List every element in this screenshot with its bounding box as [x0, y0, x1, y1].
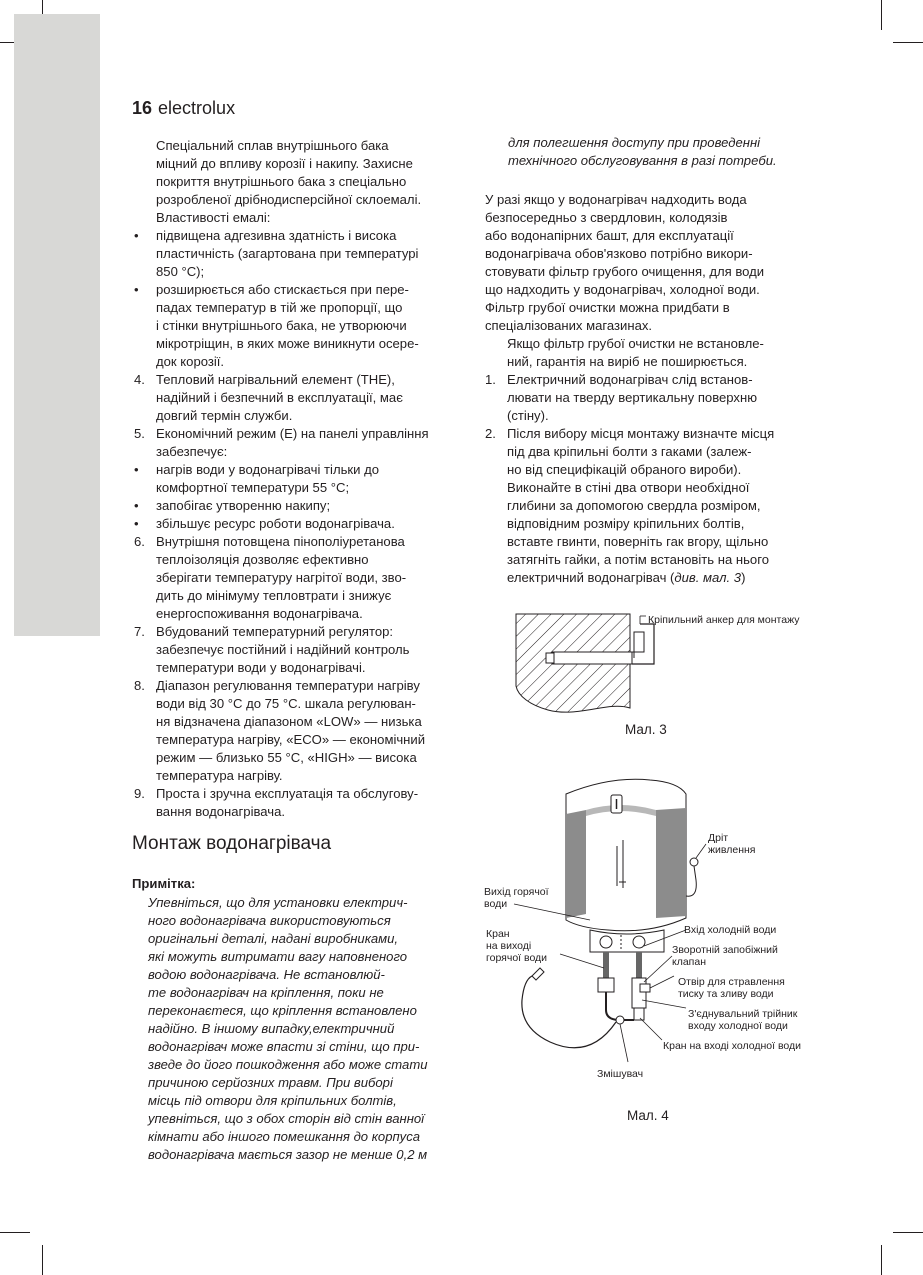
cold-valve-label: Кран на вході холодної води — [663, 1040, 802, 1052]
text-line: температури води у водонагрівачі. — [156, 660, 366, 675]
text-line: пластичність (загартована при температурі — [156, 246, 419, 261]
text-line: упевніться, що з обох сторін від стін ванної — [148, 1111, 425, 1126]
text-line: під два кріпильні болти з гаками (залеж- — [507, 444, 752, 459]
text-line: затягніть гайки, а потім встановіть на нього — [507, 552, 769, 567]
text-line: або водонапірних башт, для експлуатації — [485, 228, 734, 243]
crop-mark — [42, 1245, 43, 1275]
text-line: те водонагрівач на кріплення, поки не — [148, 985, 384, 1000]
anchor-hook — [632, 632, 644, 658]
list-marker: 7. — [134, 624, 145, 639]
list-marker: • — [134, 462, 139, 477]
plug-icon — [690, 858, 698, 866]
list-marker: 2. — [485, 426, 496, 441]
text-line: підвищена адгезивна здатність і висока — [156, 228, 397, 243]
text-line: для полегшення доступу при проведенні — [508, 135, 761, 150]
list-item — [134, 281, 464, 371]
text-line: стовувати фільтр грубого очищення, для води — [485, 264, 765, 279]
text-line: Після вибору місця монтажу визначте місця — [507, 426, 775, 441]
shower-head — [532, 968, 544, 980]
text-line: Внутрішня потовщена пінополіуретанова — [156, 534, 405, 549]
section-title: Монтаж водонагрівача — [132, 833, 332, 854]
note-title: Примітка: — [132, 876, 196, 891]
text-line: Економічний режим (Е) на панелі управління — [156, 426, 429, 441]
text-line: зберігати температуру нагрітої води, зво- — [156, 570, 407, 585]
note-text — [148, 894, 466, 1164]
mixer-label: Змішувач — [597, 1068, 644, 1080]
text-line: розробленої дрібнодисперсійної склоемалі. — [156, 192, 422, 207]
text-line: забезпечує: — [156, 444, 228, 459]
text-line: 850 °C); — [156, 264, 205, 279]
right-column — [485, 191, 815, 587]
cold-inlet-label: Вхід холодній води — [684, 924, 777, 936]
list-marker: 1. — [485, 372, 496, 387]
list-marker: • — [134, 498, 139, 513]
text-line: Властивості емалі: — [156, 210, 271, 225]
text-line: температура нагріву, «ECO» — економічний — [156, 732, 426, 747]
crop-mark — [893, 42, 923, 43]
list-item — [134, 425, 464, 461]
text-line: електричний водонагрівач (див. мал. 3) — [507, 570, 746, 585]
tank-shading — [566, 810, 586, 918]
text-line: водонагрівача мається зазор не менше 0,2 м — [148, 1147, 428, 1162]
list-marker: • — [134, 228, 139, 243]
list-item — [485, 371, 815, 425]
text-line: Електричний водонагрівач слід встанов- — [507, 372, 753, 387]
text-line: що надходить у водонагрівач, холодної води. — [485, 282, 760, 297]
text-line: Вбудований температурний регулятор: — [156, 624, 394, 639]
crop-mark — [893, 1232, 923, 1233]
text-line: причиною серйозних травм. При виборі — [148, 1075, 393, 1090]
text-line: температура нагріву. — [156, 768, 283, 783]
drain-label: Отвір для стравлення тиску та зливу води — [678, 976, 785, 1000]
text-line: дить до мінімуму тепловтрати і знижує — [156, 588, 392, 603]
intro-paragraph — [134, 137, 464, 227]
text-line: глибини за допомогою свердла розміром, — [507, 498, 761, 513]
power-wire — [686, 866, 696, 896]
list-item — [134, 677, 464, 785]
text-line: Виконайте в стіні два отвори необхідної — [507, 480, 750, 495]
text-line: (стіну). — [507, 408, 549, 423]
check-valve-label: Зворотній запобіжний клапан — [672, 944, 778, 968]
crop-mark — [881, 1245, 882, 1275]
text-line: розширюється або стискається при пере- — [156, 282, 409, 297]
text-line: водонагрівача обов'язково потрібно викори- — [485, 246, 753, 261]
anchor-label: Кріпильний анкер для монтажу — [648, 614, 800, 626]
text-line: Якщо фільтр грубої очистки не встановле- — [507, 336, 764, 351]
text-line: покриття внутрішнього бака з спеціально — [156, 174, 407, 189]
mixer — [616, 1016, 624, 1024]
list-item — [134, 533, 464, 623]
text-line: водонагрівач може впасти зі стіни, що при- — [148, 1039, 420, 1054]
list-marker: 9. — [134, 786, 145, 801]
figure-reference: див. мал. 3 — [674, 570, 742, 585]
text-line: довгий термін служби. — [156, 408, 293, 423]
tee-label: З'єднувальний трійник входу холодної води — [688, 1008, 798, 1032]
text-line: оригінальні деталі, надані виробниками, — [148, 931, 399, 946]
text-line: вставте гвинти, поверніть гак вгору, щільно — [507, 534, 769, 549]
crop-mark — [881, 0, 882, 30]
continued-note — [508, 134, 808, 170]
list-item — [134, 785, 464, 821]
figure-3-caption: Мал. 3 — [625, 722, 667, 737]
list-marker: 4. — [134, 372, 145, 387]
text-line: ний, гарантія на виріб не поширюється. — [507, 354, 748, 369]
list-item — [134, 461, 464, 497]
cold-valve — [634, 1008, 644, 1020]
text-line: падах температур в тій же пропорції, що — [156, 300, 403, 315]
power-wire-label: Дріт живлення — [708, 832, 756, 856]
brand-name: electrolux — [158, 98, 236, 118]
text-line: ня відзначена діапазоном «LOW» — низька — [156, 714, 422, 729]
list-item — [134, 371, 464, 425]
text-line: Проста і зручна експлуатація та обслугову- — [156, 786, 419, 801]
text-line: док корозії. — [156, 354, 225, 369]
list-marker: 5. — [134, 426, 145, 441]
text-line: Спеціальний сплав внутрішнього бака — [156, 138, 389, 153]
text-line: У разі якщо у водонагрівач надходить вода — [485, 192, 747, 207]
list-item — [134, 227, 464, 281]
text-line: води від 30 °C до 75 °C. шкала регулюван- — [156, 696, 416, 711]
inlet-port — [633, 936, 645, 948]
cold-pipe — [636, 952, 642, 978]
left-column — [134, 137, 464, 821]
text-line: запобігає утворенню накипу; — [156, 498, 331, 513]
text-line: відповідним розміру кріпильних болтів, — [507, 516, 745, 531]
text-line: місць під отвори для кріпильних болтів, — [148, 1093, 397, 1108]
text-line: теплоізоляція дозволяє ефективно — [156, 552, 369, 567]
anchor-nut — [546, 653, 554, 663]
hot-outlet-label: Вихід горячої води — [484, 886, 549, 910]
hot-valve-label: Кран на виході горячої води — [486, 928, 548, 964]
anchor-bolt — [552, 652, 632, 664]
text-line: безпосередньо з свердловин, колодязів — [485, 210, 728, 225]
check-valve — [632, 978, 646, 1008]
text-line: збільшує ресурс роботи водонагрівача. — [156, 516, 395, 531]
list-marker: • — [134, 282, 139, 297]
crop-mark — [0, 1232, 30, 1233]
list-marker: • — [134, 516, 139, 531]
anchor-hook — [632, 624, 654, 664]
text-line: енергоспоживання водонагрівача. — [156, 606, 363, 621]
list-item — [134, 515, 464, 533]
text-line: Діапазон регулювання температури нагріву — [156, 678, 420, 693]
text-line: комфортної температури 55 °C; — [156, 480, 350, 495]
text-line: кімнати або іншого помешкання до корпуса — [148, 1129, 421, 1144]
list-item — [134, 623, 464, 677]
text-line: ного водонагрівача використовуються — [148, 913, 391, 928]
text-line: нагрів води у водонагрівачі тільки до — [156, 462, 380, 477]
page-number: 16 — [132, 98, 153, 118]
text-line: технічного обслуговування в разі потреби. — [508, 153, 777, 168]
text-line: надійно. В іншому випадку,електричний — [148, 1021, 395, 1036]
page-header — [132, 98, 235, 119]
text-line: і стінки внутрішнього бака, не утворюючи — [156, 318, 407, 333]
text-line: зведе до його пошкодження або може стати — [148, 1057, 428, 1072]
text-line: вання водонагрівача. — [156, 804, 286, 819]
figure-4-caption: Мал. 4 — [627, 1108, 669, 1123]
drain-port — [640, 984, 650, 992]
outlet-port — [600, 936, 612, 948]
list-item — [485, 425, 815, 587]
hot-valve — [598, 978, 614, 992]
text-line: спеціалізованих магазинах. — [485, 318, 653, 333]
page-side-tab — [14, 14, 100, 636]
text-line: переконаєтеся, що кріплення встановлено — [148, 1003, 417, 1018]
text-line: забезпечує постійний і надійний контроль — [156, 642, 410, 657]
text-line: Тепловий нагрівальний елемент (ТНЕ), — [156, 372, 395, 387]
list-marker: 8. — [134, 678, 145, 693]
hot-pipe — [603, 952, 609, 978]
list-item — [134, 497, 464, 515]
text-line: Фільтр грубої очистки можна придбати в — [485, 300, 730, 315]
text-line: надійний і безпечний в експлуатації, має — [156, 390, 403, 405]
text-line: мікротріщин, в яких може виникнути осере- — [156, 336, 419, 351]
list-marker: 6. — [134, 534, 145, 549]
text-line: лювати на тверду вертикальну поверхню — [507, 390, 758, 405]
text-line: водою водонагрівача. Не встановлюй- — [148, 967, 385, 982]
text-line: які можуть витримати вагу наповненого — [148, 949, 408, 964]
text-line: режим — близько 55 °C, «HIGH» — висока — [156, 750, 417, 765]
tank-shading — [656, 808, 686, 918]
text-line: Упевніться, що для установки електрич- — [148, 895, 408, 910]
text-line: міцний до впливу корозії і накипу. Захисне — [156, 156, 413, 171]
text-line: но від специфікацій обраного вироби). — [507, 462, 742, 477]
